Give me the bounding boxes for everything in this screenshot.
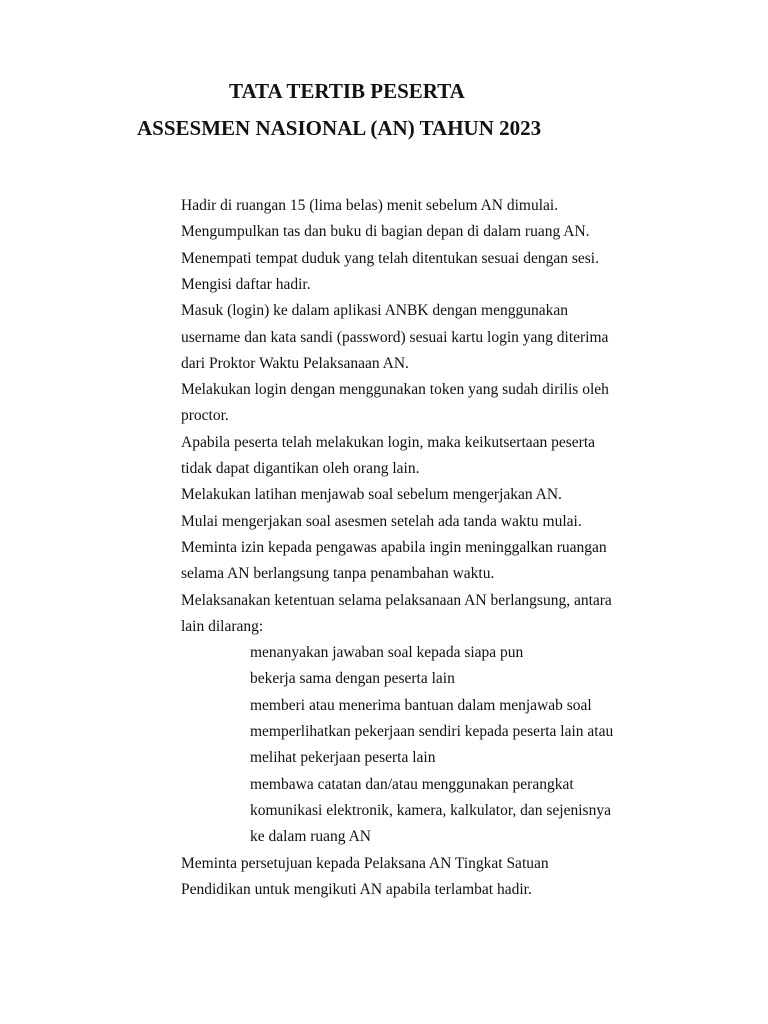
list-item-text: Mulai mengerjakan soal asesmen setelah ada tanda waktu mulai.	[181, 512, 582, 530]
list-item-text: Meminta persetujuan kepada Pelaksana AN Tingkat Satuan	[181, 854, 549, 872]
list-item-text: Melakukan latihan menjawab soal sebelum mengerjakan AN.	[181, 486, 562, 504]
list-item-text: Melaksanakan ketentuan selama pelaksanaan AN berlangsung, antara	[181, 591, 612, 609]
list-item-text: memberi atau menerima bantuan dalam menjawab soal	[250, 696, 592, 714]
list-item-text: menanyakan jawaban soal kepada siapa pun	[250, 644, 524, 662]
title-line-2: ASSESMEN NASIONAL (AN) TAHUN 2023	[137, 116, 542, 140]
title-line-1: TATA TERTIB PESERTA	[229, 79, 465, 103]
list-item-text: ke dalam ruang AN	[250, 828, 371, 846]
list-item-text: Meminta izin kepada pengawas apabila ingin meninggalkan ruangan	[181, 538, 607, 556]
list-item-text: proctor.	[181, 407, 229, 425]
list-item-text: dari Proktor Waktu Pelaksanaan AN.	[181, 354, 409, 372]
list-item-text: melihat pekerjaan peserta lain	[250, 749, 436, 767]
list-item-text: membawa catatan dan/atau menggunakan perangkat	[250, 775, 574, 793]
list-item-text: username dan kata sandi (password) sesuai kartu login yang diterima	[181, 328, 609, 346]
list-item-text: Menempati tempat duduk yang telah ditentukan sesuai dengan sesi.	[181, 249, 599, 267]
list-item-text: tidak dapat digantikan oleh orang lain.	[181, 460, 420, 477]
list-item-text: selama AN berlangsung tanpa penambahan waktu.	[181, 565, 495, 583]
list-item-text: komunikasi elektronik, kamera, kalkulator, dan sejenisnya	[250, 801, 611, 819]
list-item-text: memperlihatkan pekerjaan sendiri kepada peserta lain atau	[250, 723, 614, 740]
list-item-text: Mengumpulkan tas dan buku di bagian depan di dalam ruang AN.	[181, 223, 590, 241]
list-item-text: Pendidikan untuk mengikuti AN apabila terlambat hadir.	[181, 880, 532, 898]
list-item-text: lain dilarang:	[181, 617, 264, 635]
list-item-text: Hadir di ruangan 15 (lima belas) menit sebelum AN dimulai.	[181, 197, 559, 214]
list-item-text: bekerja sama dengan peserta lain	[250, 670, 455, 688]
list-item-text: Mengisi daftar hadir.	[181, 275, 311, 293]
list-item-text: Masuk (login) ke dalam aplikasi ANBK dengan menggunakan	[181, 302, 568, 320]
list-item-text: Apabila peserta telah melakukan login, maka keikutsertaan peserta	[181, 433, 596, 451]
list-item-text: Melakukan login dengan menggunakan token yang sudah dirilis oleh	[181, 381, 609, 399]
